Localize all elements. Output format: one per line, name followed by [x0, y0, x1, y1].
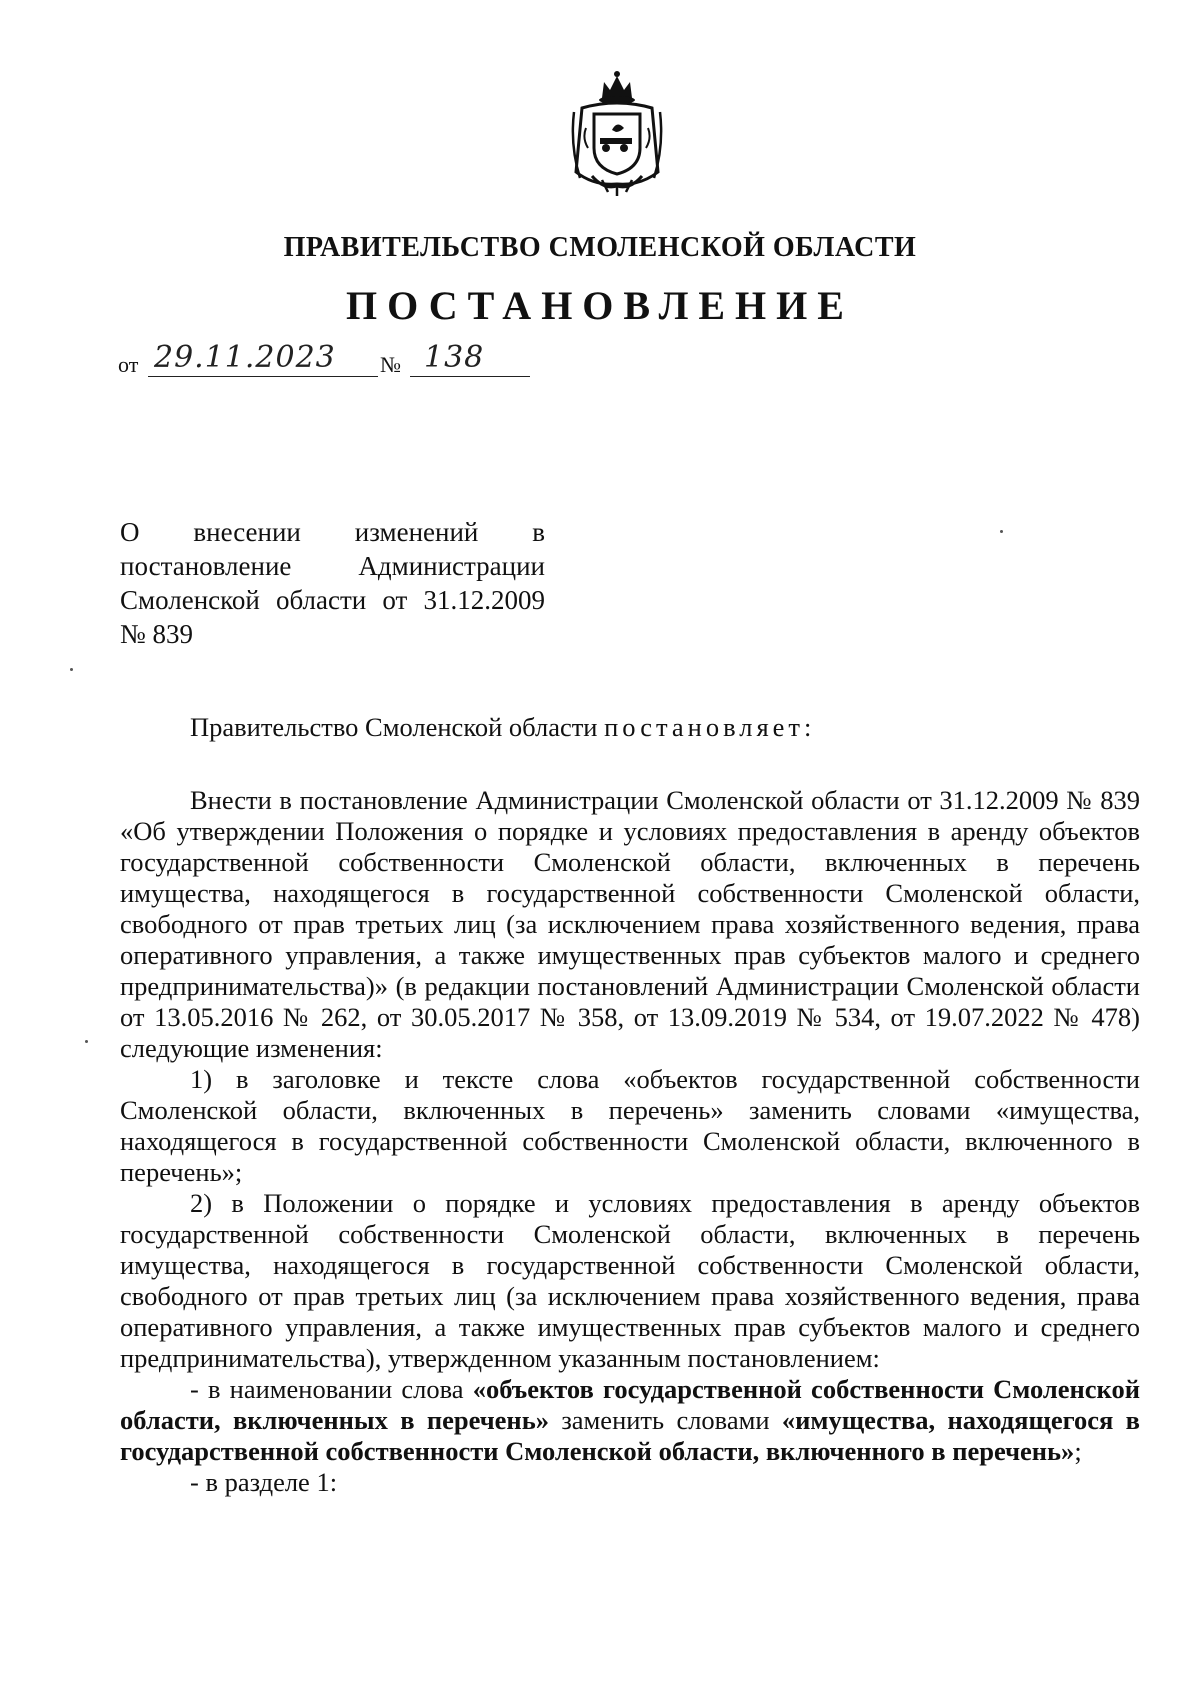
- preamble-verb: постановляет:: [604, 712, 816, 742]
- preamble-text: Правительство Смоленской области: [190, 712, 605, 742]
- subject-line: № 839: [120, 619, 194, 649]
- document-body: [120, 712, 1140, 1498]
- subitem-text: - в наименовании слова: [190, 1374, 473, 1404]
- handwritten-number: 138: [424, 340, 485, 375]
- subitem-bold-text: «имущества, находящегося в государственной собственности Смоленской области, включенного в перечень»: [120, 1405, 1140, 1466]
- scan-speck: [70, 668, 73, 671]
- handwritten-date: 29.11.2023: [154, 340, 336, 375]
- number-underline: [410, 376, 530, 377]
- paragraph-subitem-1: [120, 1374, 1140, 1467]
- date-label: от: [118, 352, 139, 377]
- document-type-title: ПОСТАНОВЛЕНИЕ: [346, 283, 854, 328]
- scan-speck: [1000, 530, 1003, 533]
- scan-speck: [85, 1040, 88, 1043]
- subitem-text: заменить словами: [548, 1405, 782, 1435]
- paragraph-item-2: 2) в Положении о порядке и условиях предоставления в аренду объектов государственной собственности Смоленской области, включенных в перечень имущества, находящегося в государственной собственности Смоленской области, свободного от прав третьих лиц (за исключением права хозяйственного ведения, права оперативного управления, а также имущественных прав субъектов малого и среднего предпринимательства), утвержденном указанным постановлением:: [120, 1188, 1140, 1373]
- subject-line: О внесении изменений в: [120, 517, 545, 547]
- subject-line: Смоленской области от 31.12.2009: [120, 585, 545, 615]
- organization-title: ПРАВИТЕЛЬСТВО СМОЛЕНСКОЙ ОБЛАСТИ: [283, 232, 917, 263]
- subitem-text: ;: [1074, 1436, 1082, 1466]
- registration-line: [118, 340, 538, 380]
- date-underline: [148, 376, 378, 377]
- paragraph-main: Внести в постановление Администрации Смоленской области от 31.12.2009 № 839 «Об утверждении Положения о порядке и условиях предоставления в аренду объектов государственной собственности Смоленской области, включенных в перечень имущества, находящегося в государственной собственности Смоленской области, свободного от прав третьих лиц (за исключением права хозяйственного ведения, права оперативного управления, а также имущественных прав субъектов малого и среднего предпринимательства)» (в редакции постановлений Администрации Смоленской области от 13.05.2016 № 262, от 30.05.2017 № 358, от 13.09.2019 № 534, от 19.07.2022 № 478) следующие изменения:: [120, 785, 1140, 1063]
- paragraph-item-1: 1) в заголовке и тексте слова «объектов государственной собственности Смоленской области, включенных в перечень» заменить словами «имущества, находящегося в государственной собственности Смоленской области, включенного в перечень»;: [120, 1064, 1140, 1187]
- subject-block: [120, 515, 545, 651]
- preamble: [120, 712, 1140, 743]
- subject-line: постановление Администрации: [120, 551, 545, 581]
- coat-of-arms-icon: [562, 68, 672, 198]
- paragraph-subitem-2: - в разделе 1:: [190, 1467, 338, 1497]
- subitem-bold-text: «объектов государственной собственности Смоленской области, включенных в перечень»: [120, 1374, 1140, 1435]
- number-label: №: [380, 352, 401, 377]
